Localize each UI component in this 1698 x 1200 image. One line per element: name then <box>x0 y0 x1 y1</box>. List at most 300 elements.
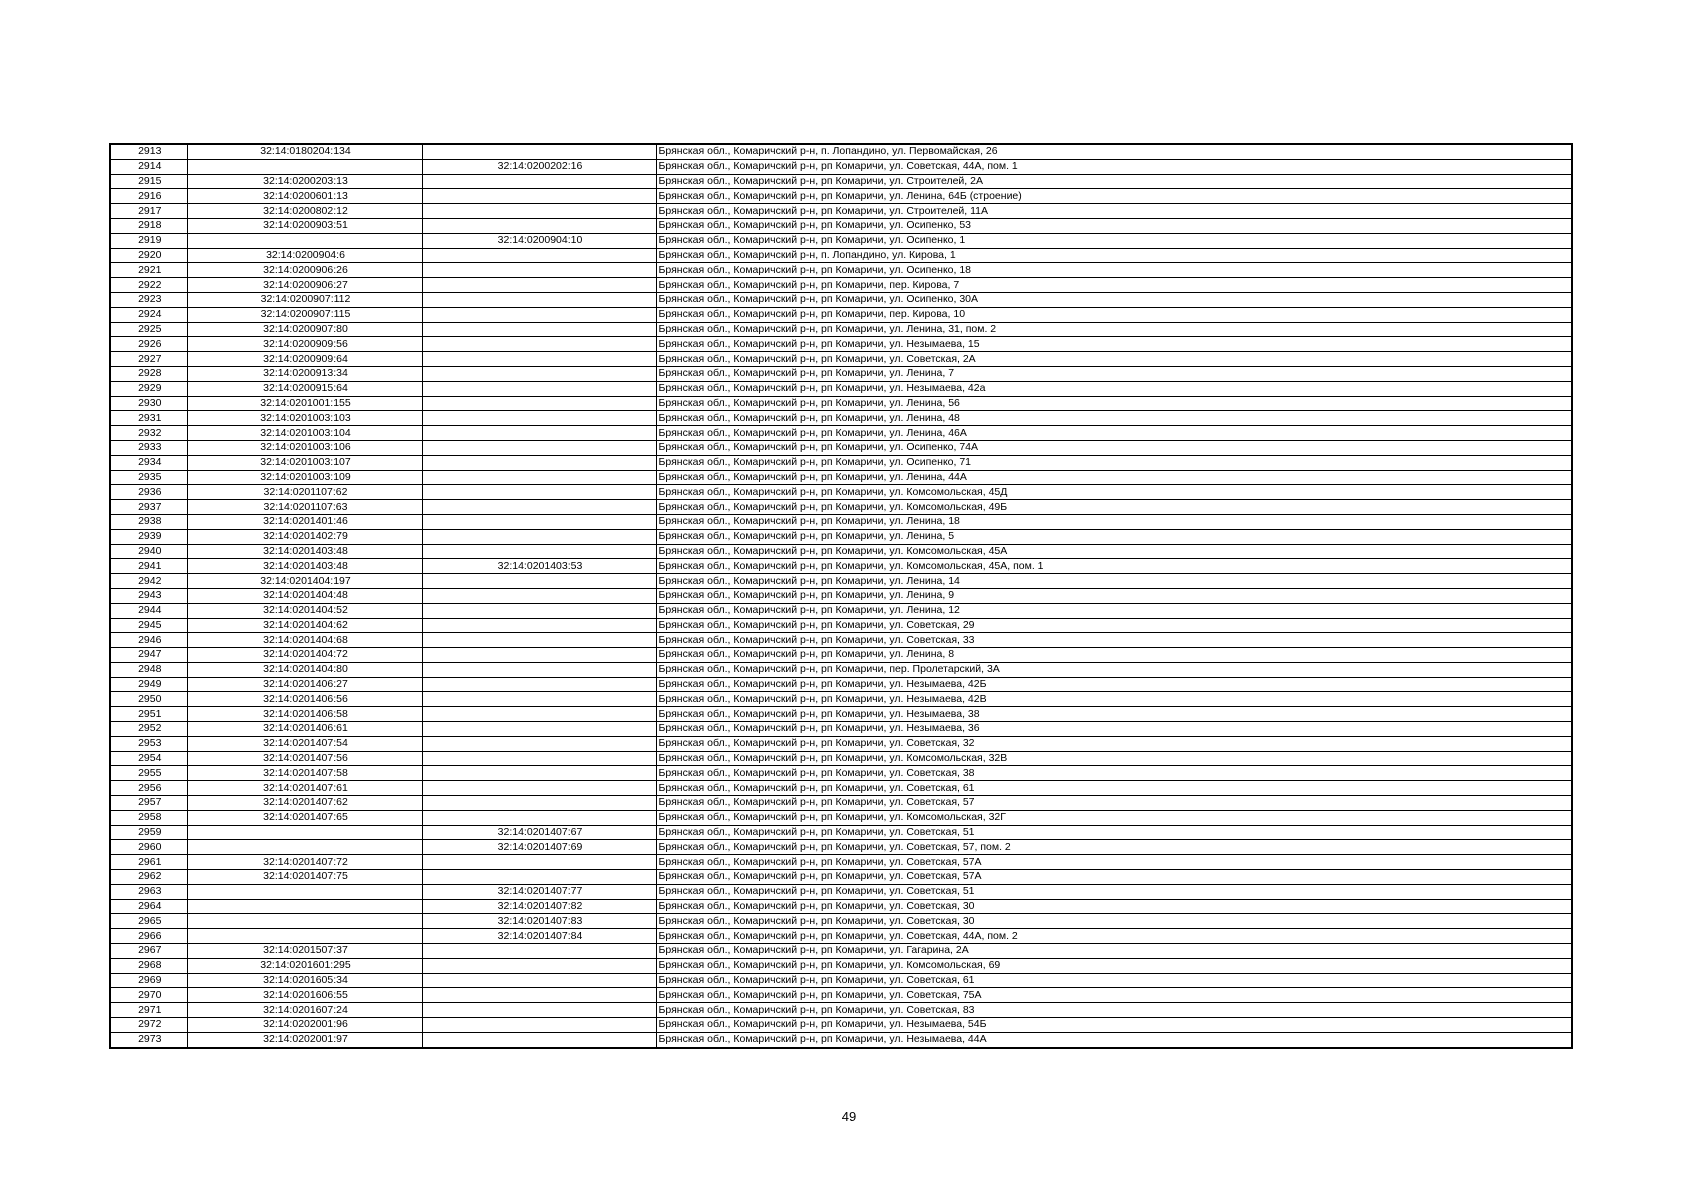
table-row <box>110 574 1572 589</box>
address-cell: Брянская обл., Комаричский р-н, рп Комаричи, ул. Незымаева, 15 <box>656 337 1572 352</box>
related-cadastral-number-cell: 32:14:0201407:83 <box>422 914 656 929</box>
address-cell: Брянская обл., Комаричский р-н, рп Комаричи, ул. Ленина, 64Б (строение) <box>656 189 1572 204</box>
cadastral-number-cell <box>187 233 422 248</box>
row-number-cell: 2919 <box>110 233 187 248</box>
row-number-cell: 2936 <box>110 485 187 500</box>
table-row <box>110 396 1572 411</box>
related-cadastral-number-cell <box>422 529 656 544</box>
row-number-cell: 2935 <box>110 470 187 485</box>
address-cell: Брянская обл., Комаричский р-н, рп Комаричи, ул. Комсомольская, 45Д <box>656 485 1572 500</box>
cadastral-number-cell: 32:14:0200906:27 <box>187 278 422 293</box>
related-cadastral-number-cell <box>422 648 656 663</box>
row-number-cell: 2968 <box>110 958 187 973</box>
related-cadastral-number-cell <box>422 337 656 352</box>
related-cadastral-number-cell: 32:14:0201407:69 <box>422 840 656 855</box>
address-cell: Брянская обл., Комаричский р-н, рп Комаричи, ул. Советская, 51 <box>656 825 1572 840</box>
related-cadastral-number-cell: 32:14:0201407:77 <box>422 884 656 899</box>
address-cell: Брянская обл., Комаричский р-н, рп Комаричи, ул. Советская, 57 <box>656 796 1572 811</box>
table-row <box>110 218 1572 233</box>
cadastral-number-cell <box>187 825 422 840</box>
address-cell: Брянская обл., Комаричский р-н, рп Комаричи, ул. Осипенко, 30А <box>656 292 1572 307</box>
address-cell: Брянская обл., Комаричский р-н, рп Комаричи, ул. Комсомольская, 45А <box>656 544 1572 559</box>
table-row <box>110 292 1572 307</box>
row-number-cell: 2932 <box>110 426 187 441</box>
row-number-cell: 2939 <box>110 529 187 544</box>
cadastral-number-cell: 32:14:0201407:65 <box>187 810 422 825</box>
address-cell: Брянская обл., Комаричский р-н, рп Комаричи, ул. Строителей, 2А <box>656 174 1572 189</box>
address-cell: Брянская обл., Комаричский р-н, рп Комаричи, ул. Советская, 2А <box>656 352 1572 367</box>
related-cadastral-number-cell <box>422 633 656 648</box>
address-cell: Брянская обл., Комаричский р-н, рп Комаричи, ул. Ленина, 9 <box>656 588 1572 603</box>
related-cadastral-number-cell <box>422 322 656 337</box>
address-cell: Брянская обл., Комаричский р-н, рп Комаричи, ул. Советская, 29 <box>656 618 1572 633</box>
table-row <box>110 485 1572 500</box>
cadastral-number-cell <box>187 929 422 944</box>
table-row <box>110 707 1572 722</box>
cadastral-number-cell <box>187 884 422 899</box>
table-row <box>110 440 1572 455</box>
cadastral-number-cell: 32:14:0202001:97 <box>187 1032 422 1047</box>
row-number-cell: 2940 <box>110 544 187 559</box>
row-number-cell: 2933 <box>110 440 187 455</box>
cadastral-number-cell: 32:14:0201404:68 <box>187 633 422 648</box>
related-cadastral-number-cell <box>422 485 656 500</box>
address-cell: Брянская обл., Комаричский р-н, рп Комаричи, ул. Ленина, 31, пом. 2 <box>656 322 1572 337</box>
row-number-cell: 2956 <box>110 781 187 796</box>
row-number-cell: 2943 <box>110 588 187 603</box>
row-number-cell: 2945 <box>110 618 187 633</box>
table-row <box>110 248 1572 263</box>
related-cadastral-number-cell <box>422 248 656 263</box>
table-row <box>110 870 1572 885</box>
table-row <box>110 514 1572 529</box>
cadastral-number-cell: 32:14:0201403:48 <box>187 544 422 559</box>
cadastral-number-cell: 32:14:0201107:62 <box>187 485 422 500</box>
table-row <box>110 233 1572 248</box>
row-number-cell: 2923 <box>110 292 187 307</box>
address-cell: Брянская обл., Комаричский р-н, рп Комаричи, ул. Гагарина, 2А <box>656 944 1572 959</box>
table-row <box>110 736 1572 751</box>
page-number: 49 <box>841 1109 857 1124</box>
address-cell: Брянская обл., Комаричский р-н, рп Комаричи, ул. Советская, 38 <box>656 766 1572 781</box>
address-cell: Брянская обл., Комаричский р-н, рп Комаричи, ул. Комсомольская, 45А, пом. 1 <box>656 559 1572 574</box>
table-row <box>110 381 1572 396</box>
row-number-cell: 2917 <box>110 204 187 219</box>
cadastral-number-cell: 32:14:0201403:48 <box>187 559 422 574</box>
cadastral-number-cell: 32:14:0200913:34 <box>187 366 422 381</box>
table-row <box>110 914 1572 929</box>
cadastral-number-cell: 32:14:0200909:56 <box>187 337 422 352</box>
address-cell: Брянская обл., Комаричский р-н, рп Комаричи, пер. Кирова, 10 <box>656 307 1572 322</box>
address-cell: Брянская обл., Комаричский р-н, рп Комаричи, ул. Строителей, 11А <box>656 204 1572 219</box>
cadastral-number-cell: 32:14:0201003:106 <box>187 440 422 455</box>
row-number-cell: 2929 <box>110 381 187 396</box>
table-row <box>110 751 1572 766</box>
row-number-cell: 2934 <box>110 455 187 470</box>
related-cadastral-number-cell <box>422 574 656 589</box>
table-row <box>110 588 1572 603</box>
related-cadastral-number-cell <box>422 707 656 722</box>
related-cadastral-number-cell <box>422 588 656 603</box>
related-cadastral-number-cell <box>422 958 656 973</box>
related-cadastral-number-cell <box>422 396 656 411</box>
row-number-cell: 2930 <box>110 396 187 411</box>
row-number-cell: 2925 <box>110 322 187 337</box>
related-cadastral-number-cell <box>422 810 656 825</box>
address-cell: Брянская обл., Комаричский р-н, рп Комаричи, ул. Незымаева, 38 <box>656 707 1572 722</box>
row-number-cell: 2937 <box>110 500 187 515</box>
cadastral-number-cell: 32:14:0201401:46 <box>187 514 422 529</box>
address-cell: Брянская обл., Комаричский р-н, рп Комаричи, ул. Осипенко, 53 <box>656 218 1572 233</box>
cadastral-number-cell: 32:14:0201402:79 <box>187 529 422 544</box>
cadastral-number-cell: 32:14:0201407:58 <box>187 766 422 781</box>
related-cadastral-number-cell <box>422 781 656 796</box>
cadastral-number-cell: 32:14:0201406:27 <box>187 677 422 692</box>
cadastral-number-cell: 32:14:0201406:61 <box>187 722 422 737</box>
table-row <box>110 810 1572 825</box>
table-row <box>110 144 1572 159</box>
row-number-cell: 2961 <box>110 855 187 870</box>
related-cadastral-number-cell <box>422 204 656 219</box>
related-cadastral-number-cell: 32:14:0200202:16 <box>422 159 656 174</box>
row-number-cell: 2944 <box>110 603 187 618</box>
row-number-cell: 2965 <box>110 914 187 929</box>
related-cadastral-number-cell <box>422 307 656 322</box>
address-cell: Брянская обл., Комаричский р-н, рп Комаричи, ул. Незымаева, 42а <box>656 381 1572 396</box>
address-cell: Брянская обл., Комаричский р-н, рп Комаричи, ул. Комсомольская, 32Г <box>656 810 1572 825</box>
address-cell: Брянская обл., Комаричский р-н, рп Комаричи, ул. Советская, 32 <box>656 736 1572 751</box>
table-row <box>110 840 1572 855</box>
cadastral-number-cell: 32:14:0200904:6 <box>187 248 422 263</box>
row-number-cell: 2922 <box>110 278 187 293</box>
related-cadastral-number-cell <box>422 722 656 737</box>
table-row <box>110 988 1572 1003</box>
cadastral-number-cell: 32:14:0201003:103 <box>187 411 422 426</box>
cadastral-number-cell: 32:14:0201404:80 <box>187 662 422 677</box>
row-number-cell: 2970 <box>110 988 187 1003</box>
related-cadastral-number-cell: 32:14:0201407:84 <box>422 929 656 944</box>
cadastral-number-cell: 32:14:0200909:64 <box>187 352 422 367</box>
cadastral-number-cell: 32:14:0201605:34 <box>187 973 422 988</box>
cadastral-number-cell: 32:14:0201404:48 <box>187 588 422 603</box>
related-cadastral-number-cell <box>422 544 656 559</box>
table-row <box>110 1032 1572 1047</box>
cadastral-number-cell: 32:14:0200907:80 <box>187 322 422 337</box>
related-cadastral-number-cell <box>422 736 656 751</box>
address-cell: Брянская обл., Комаричский р-н, рп Комаричи, ул. Советская, 61 <box>656 973 1572 988</box>
row-number-cell: 2967 <box>110 944 187 959</box>
address-cell: Брянская обл., Комаричский р-н, рп Комаричи, ул. Советская, 83 <box>656 1003 1572 1018</box>
cadastral-number-cell: 32:14:0200907:112 <box>187 292 422 307</box>
table-row <box>110 278 1572 293</box>
related-cadastral-number-cell <box>422 603 656 618</box>
address-cell: Брянская обл., Комаричский р-н, рп Комаричи, ул. Советская, 57А <box>656 870 1572 885</box>
row-number-cell: 2947 <box>110 648 187 663</box>
cadastral-number-cell: 32:14:0201407:62 <box>187 796 422 811</box>
cadastral-number-cell: 32:14:0201407:72 <box>187 855 422 870</box>
cadastral-number-cell: 32:14:0201407:56 <box>187 751 422 766</box>
table-row <box>110 352 1572 367</box>
address-cell: Брянская обл., Комаричский р-н, рп Комаричи, ул. Советская, 75А <box>656 988 1572 1003</box>
address-cell: Брянская обл., Комаричский р-н, рп Комаричи, ул. Ленина, 8 <box>656 648 1572 663</box>
row-number-cell: 2969 <box>110 973 187 988</box>
row-number-cell: 2958 <box>110 810 187 825</box>
address-cell: Брянская обл., Комаричский р-н, рп Комаричи, ул. Ленина, 48 <box>656 411 1572 426</box>
row-number-cell: 2918 <box>110 218 187 233</box>
cadastral-number-cell: 32:14:0200802:12 <box>187 204 422 219</box>
row-number-cell: 2953 <box>110 736 187 751</box>
table-row <box>110 825 1572 840</box>
row-number-cell: 2949 <box>110 677 187 692</box>
cadastral-number-cell: 32:14:0201607:24 <box>187 1003 422 1018</box>
address-cell: Брянская обл., Комаричский р-н, рп Комаричи, ул. Советская, 57А <box>656 855 1572 870</box>
cadastral-number-cell <box>187 840 422 855</box>
table-row <box>110 603 1572 618</box>
related-cadastral-number-cell <box>422 766 656 781</box>
cadastral-number-cell: 32:14:0201003:109 <box>187 470 422 485</box>
address-cell: Брянская обл., Комаричский р-н, рп Комаричи, ул. Незымаева, 44А <box>656 1032 1572 1047</box>
related-cadastral-number-cell <box>422 618 656 633</box>
related-cadastral-number-cell <box>422 1003 656 1018</box>
address-cell: Брянская обл., Комаричский р-н, рп Комаричи, ул. Осипенко, 74А <box>656 440 1572 455</box>
related-cadastral-number-cell <box>422 500 656 515</box>
related-cadastral-number-cell <box>422 174 656 189</box>
address-cell: Брянская обл., Комаричский р-н, рп Комаричи, ул. Осипенко, 1 <box>656 233 1572 248</box>
related-cadastral-number-cell <box>422 366 656 381</box>
address-cell: Брянская обл., Комаричский р-н, рп Комаричи, ул. Комсомольская, 49Б <box>656 500 1572 515</box>
address-cell: Брянская обл., Комаричский р-н, рп Комаричи, ул. Незымаева, 36 <box>656 722 1572 737</box>
address-cell: Брянская обл., Комаричский р-н, рп Комаричи, ул. Советская, 30 <box>656 914 1572 929</box>
row-number-cell: 2962 <box>110 870 187 885</box>
address-cell: Брянская обл., Комаричский р-н, рп Комаричи, пер. Кирова, 7 <box>656 278 1572 293</box>
related-cadastral-number-cell <box>422 189 656 204</box>
row-number-cell: 2950 <box>110 692 187 707</box>
cadastral-number-cell <box>187 899 422 914</box>
address-cell: Брянская обл., Комаричский р-н, рп Комаричи, ул. Незымаева, 54Б <box>656 1018 1572 1033</box>
row-number-cell: 2928 <box>110 366 187 381</box>
address-cell: Брянская обл., Комаричский р-н, рп Комаричи, ул. Советская, 44А, пом. 1 <box>656 159 1572 174</box>
address-cell: Брянская обл., Комаричский р-н, рп Комаричи, ул. Осипенко, 18 <box>656 263 1572 278</box>
row-number-cell: 2955 <box>110 766 187 781</box>
related-cadastral-number-cell <box>422 470 656 485</box>
table-row <box>110 855 1572 870</box>
table-row <box>110 766 1572 781</box>
table-row <box>110 662 1572 677</box>
cadastral-number-cell: 32:14:0201606:55 <box>187 988 422 1003</box>
cadastral-number-cell: 32:14:0201404:52 <box>187 603 422 618</box>
address-cell: Брянская обл., Комаричский р-н, п. Лопандино, ул. Кирова, 1 <box>656 248 1572 263</box>
table-row <box>110 366 1572 381</box>
address-cell: Брянская обл., Комаричский р-н, рп Комаричи, ул. Ленина, 46А <box>656 426 1572 441</box>
row-number-cell: 2959 <box>110 825 187 840</box>
related-cadastral-number-cell: 32:14:0201407:82 <box>422 899 656 914</box>
cadastral-number-cell: 32:14:0200906:26 <box>187 263 422 278</box>
address-cell: Брянская обл., Комаричский р-н, рп Комаричи, ул. Ленина, 7 <box>656 366 1572 381</box>
cadastral-number-cell: 32:14:0201001:155 <box>187 396 422 411</box>
table-row <box>110 958 1572 973</box>
table-row <box>110 1018 1572 1033</box>
cadastral-number-cell: 32:14:0201601:295 <box>187 958 422 973</box>
table-row <box>110 411 1572 426</box>
address-cell: Брянская обл., Комаричский р-н, рп Комаричи, ул. Комсомольская, 32В <box>656 751 1572 766</box>
related-cadastral-number-cell <box>422 1018 656 1033</box>
related-cadastral-number-cell: 32:14:0200904:10 <box>422 233 656 248</box>
address-cell: Брянская обл., Комаричский р-н, рп Комаричи, ул. Советская, 44А, пом. 2 <box>656 929 1572 944</box>
related-cadastral-number-cell <box>422 263 656 278</box>
table-row <box>110 973 1572 988</box>
cadastral-number-cell: 32:14:0200203:13 <box>187 174 422 189</box>
related-cadastral-number-cell <box>422 352 656 367</box>
cadastral-number-cell: 32:14:0201406:58 <box>187 707 422 722</box>
address-cell: Брянская обл., Комаричский р-н, рп Комаричи, ул. Ленина, 44А <box>656 470 1572 485</box>
address-cell: Брянская обл., Комаричский р-н, рп Комаричи, ул. Ленина, 56 <box>656 396 1572 411</box>
related-cadastral-number-cell <box>422 426 656 441</box>
row-number-cell: 2916 <box>110 189 187 204</box>
row-number-cell: 2971 <box>110 1003 187 1018</box>
related-cadastral-number-cell <box>422 944 656 959</box>
related-cadastral-number-cell <box>422 692 656 707</box>
cadastral-number-cell: 32:14:0201003:107 <box>187 455 422 470</box>
table-row <box>110 426 1572 441</box>
table-row <box>110 929 1572 944</box>
table-row <box>110 322 1572 337</box>
row-number-cell: 2952 <box>110 722 187 737</box>
cadastral-number-cell: 32:14:0200915:64 <box>187 381 422 396</box>
address-cell: Брянская обл., Комаричский р-н, рп Комаричи, ул. Советская, 30 <box>656 899 1572 914</box>
table-row <box>110 470 1572 485</box>
cadastral-number-cell: 32:14:0200601:13 <box>187 189 422 204</box>
related-cadastral-number-cell <box>422 144 656 159</box>
related-cadastral-number-cell <box>422 218 656 233</box>
table-row <box>110 899 1572 914</box>
table-body <box>110 144 1572 1048</box>
row-number-cell: 2972 <box>110 1018 187 1033</box>
related-cadastral-number-cell <box>422 440 656 455</box>
address-cell: Брянская обл., Комаричский р-н, п. Лопандино, ул. Первомайская, 26 <box>656 144 1572 159</box>
address-cell: Брянская обл., Комаричский р-н, рп Комаричи, ул. Комсомольская, 69 <box>656 958 1572 973</box>
row-number-cell: 2913 <box>110 144 187 159</box>
related-cadastral-number-cell <box>422 411 656 426</box>
table-row <box>110 500 1572 515</box>
property-register-table <box>109 143 1573 1049</box>
address-cell: Брянская обл., Комаричский р-н, рп Комаричи, пер. Пролетарский, 3А <box>656 662 1572 677</box>
related-cadastral-number-cell <box>422 455 656 470</box>
row-number-cell: 2954 <box>110 751 187 766</box>
table-row <box>110 677 1572 692</box>
table-row <box>110 455 1572 470</box>
table-row <box>110 722 1572 737</box>
address-cell: Брянская обл., Комаричский р-н, рп Комаричи, ул. Осипенко, 71 <box>656 455 1572 470</box>
cadastral-number-cell <box>187 914 422 929</box>
table-row <box>110 1003 1572 1018</box>
cadastral-number-cell: 32:14:0200903:51 <box>187 218 422 233</box>
related-cadastral-number-cell <box>422 292 656 307</box>
cadastral-number-cell: 32:14:0201407:54 <box>187 736 422 751</box>
related-cadastral-number-cell <box>422 988 656 1003</box>
table-row <box>110 559 1572 574</box>
table-row <box>110 189 1572 204</box>
table-row <box>110 692 1572 707</box>
cadastral-number-cell: 32:14:0201406:56 <box>187 692 422 707</box>
address-cell: Брянская обл., Комаричский р-н, рп Комаричи, ул. Советская, 61 <box>656 781 1572 796</box>
table-row <box>110 529 1572 544</box>
cadastral-number-cell: 32:14:0201404:72 <box>187 648 422 663</box>
related-cadastral-number-cell: 32:14:0201407:67 <box>422 825 656 840</box>
table-row <box>110 781 1572 796</box>
cadastral-number-cell: 32:14:0201003:104 <box>187 426 422 441</box>
cadastral-number-cell: 32:14:0201407:75 <box>187 870 422 885</box>
related-cadastral-number-cell: 32:14:0201403:53 <box>422 559 656 574</box>
row-number-cell: 2964 <box>110 899 187 914</box>
cadastral-number-cell <box>187 159 422 174</box>
table-row <box>110 648 1572 663</box>
cadastral-number-cell: 32:14:0180204:134 <box>187 144 422 159</box>
row-number-cell: 2914 <box>110 159 187 174</box>
related-cadastral-number-cell <box>422 973 656 988</box>
related-cadastral-number-cell <box>422 514 656 529</box>
cadastral-number-cell: 32:14:0200907:115 <box>187 307 422 322</box>
table-row <box>110 796 1572 811</box>
row-number-cell: 2946 <box>110 633 187 648</box>
row-number-cell: 2960 <box>110 840 187 855</box>
table-row <box>110 159 1572 174</box>
related-cadastral-number-cell <box>422 662 656 677</box>
related-cadastral-number-cell <box>422 855 656 870</box>
related-cadastral-number-cell <box>422 751 656 766</box>
address-cell: Брянская обл., Комаричский р-н, рп Комаричи, ул. Советская, 57, пом. 2 <box>656 840 1572 855</box>
row-number-cell: 2924 <box>110 307 187 322</box>
row-number-cell: 2966 <box>110 929 187 944</box>
table-row <box>110 884 1572 899</box>
table-row <box>110 307 1572 322</box>
cadastral-number-cell: 32:14:0201107:63 <box>187 500 422 515</box>
row-number-cell: 2915 <box>110 174 187 189</box>
row-number-cell: 2921 <box>110 263 187 278</box>
cadastral-number-cell: 32:14:0201407:61 <box>187 781 422 796</box>
table-row <box>110 174 1572 189</box>
related-cadastral-number-cell <box>422 677 656 692</box>
related-cadastral-number-cell <box>422 870 656 885</box>
related-cadastral-number-cell <box>422 1032 656 1047</box>
table-row <box>110 544 1572 559</box>
address-cell: Брянская обл., Комаричский р-н, рп Комаричи, ул. Ленина, 5 <box>656 529 1572 544</box>
table-row <box>110 337 1572 352</box>
address-cell: Брянская обл., Комаричский р-н, рп Комаричи, ул. Незымаева, 42В <box>656 692 1572 707</box>
table-row <box>110 633 1572 648</box>
row-number-cell: 2927 <box>110 352 187 367</box>
row-number-cell: 2942 <box>110 574 187 589</box>
address-cell: Брянская обл., Комаричский р-н, рп Комаричи, ул. Ленина, 14 <box>656 574 1572 589</box>
cadastral-number-cell: 32:14:0202001:96 <box>187 1018 422 1033</box>
cadastral-number-cell: 32:14:0201507:37 <box>187 944 422 959</box>
address-cell: Брянская обл., Комаричский р-н, рп Комаричи, ул. Ленина, 12 <box>656 603 1572 618</box>
address-cell: Брянская обл., Комаричский р-н, рп Комаричи, ул. Незымаева, 42Б <box>656 677 1572 692</box>
address-cell: Брянская обл., Комаричский р-н, рп Комаричи, ул. Советская, 51 <box>656 884 1572 899</box>
row-number-cell: 2938 <box>110 514 187 529</box>
row-number-cell: 2963 <box>110 884 187 899</box>
table-row <box>110 618 1572 633</box>
cadastral-number-cell: 32:14:0201404:62 <box>187 618 422 633</box>
row-number-cell: 2957 <box>110 796 187 811</box>
row-number-cell: 2920 <box>110 248 187 263</box>
related-cadastral-number-cell <box>422 796 656 811</box>
table-row <box>110 263 1572 278</box>
row-number-cell: 2948 <box>110 662 187 677</box>
table-row <box>110 944 1572 959</box>
address-cell: Брянская обл., Комаричский р-н, рп Комаричи, ул. Советская, 33 <box>656 633 1572 648</box>
row-number-cell: 2926 <box>110 337 187 352</box>
related-cadastral-number-cell <box>422 381 656 396</box>
